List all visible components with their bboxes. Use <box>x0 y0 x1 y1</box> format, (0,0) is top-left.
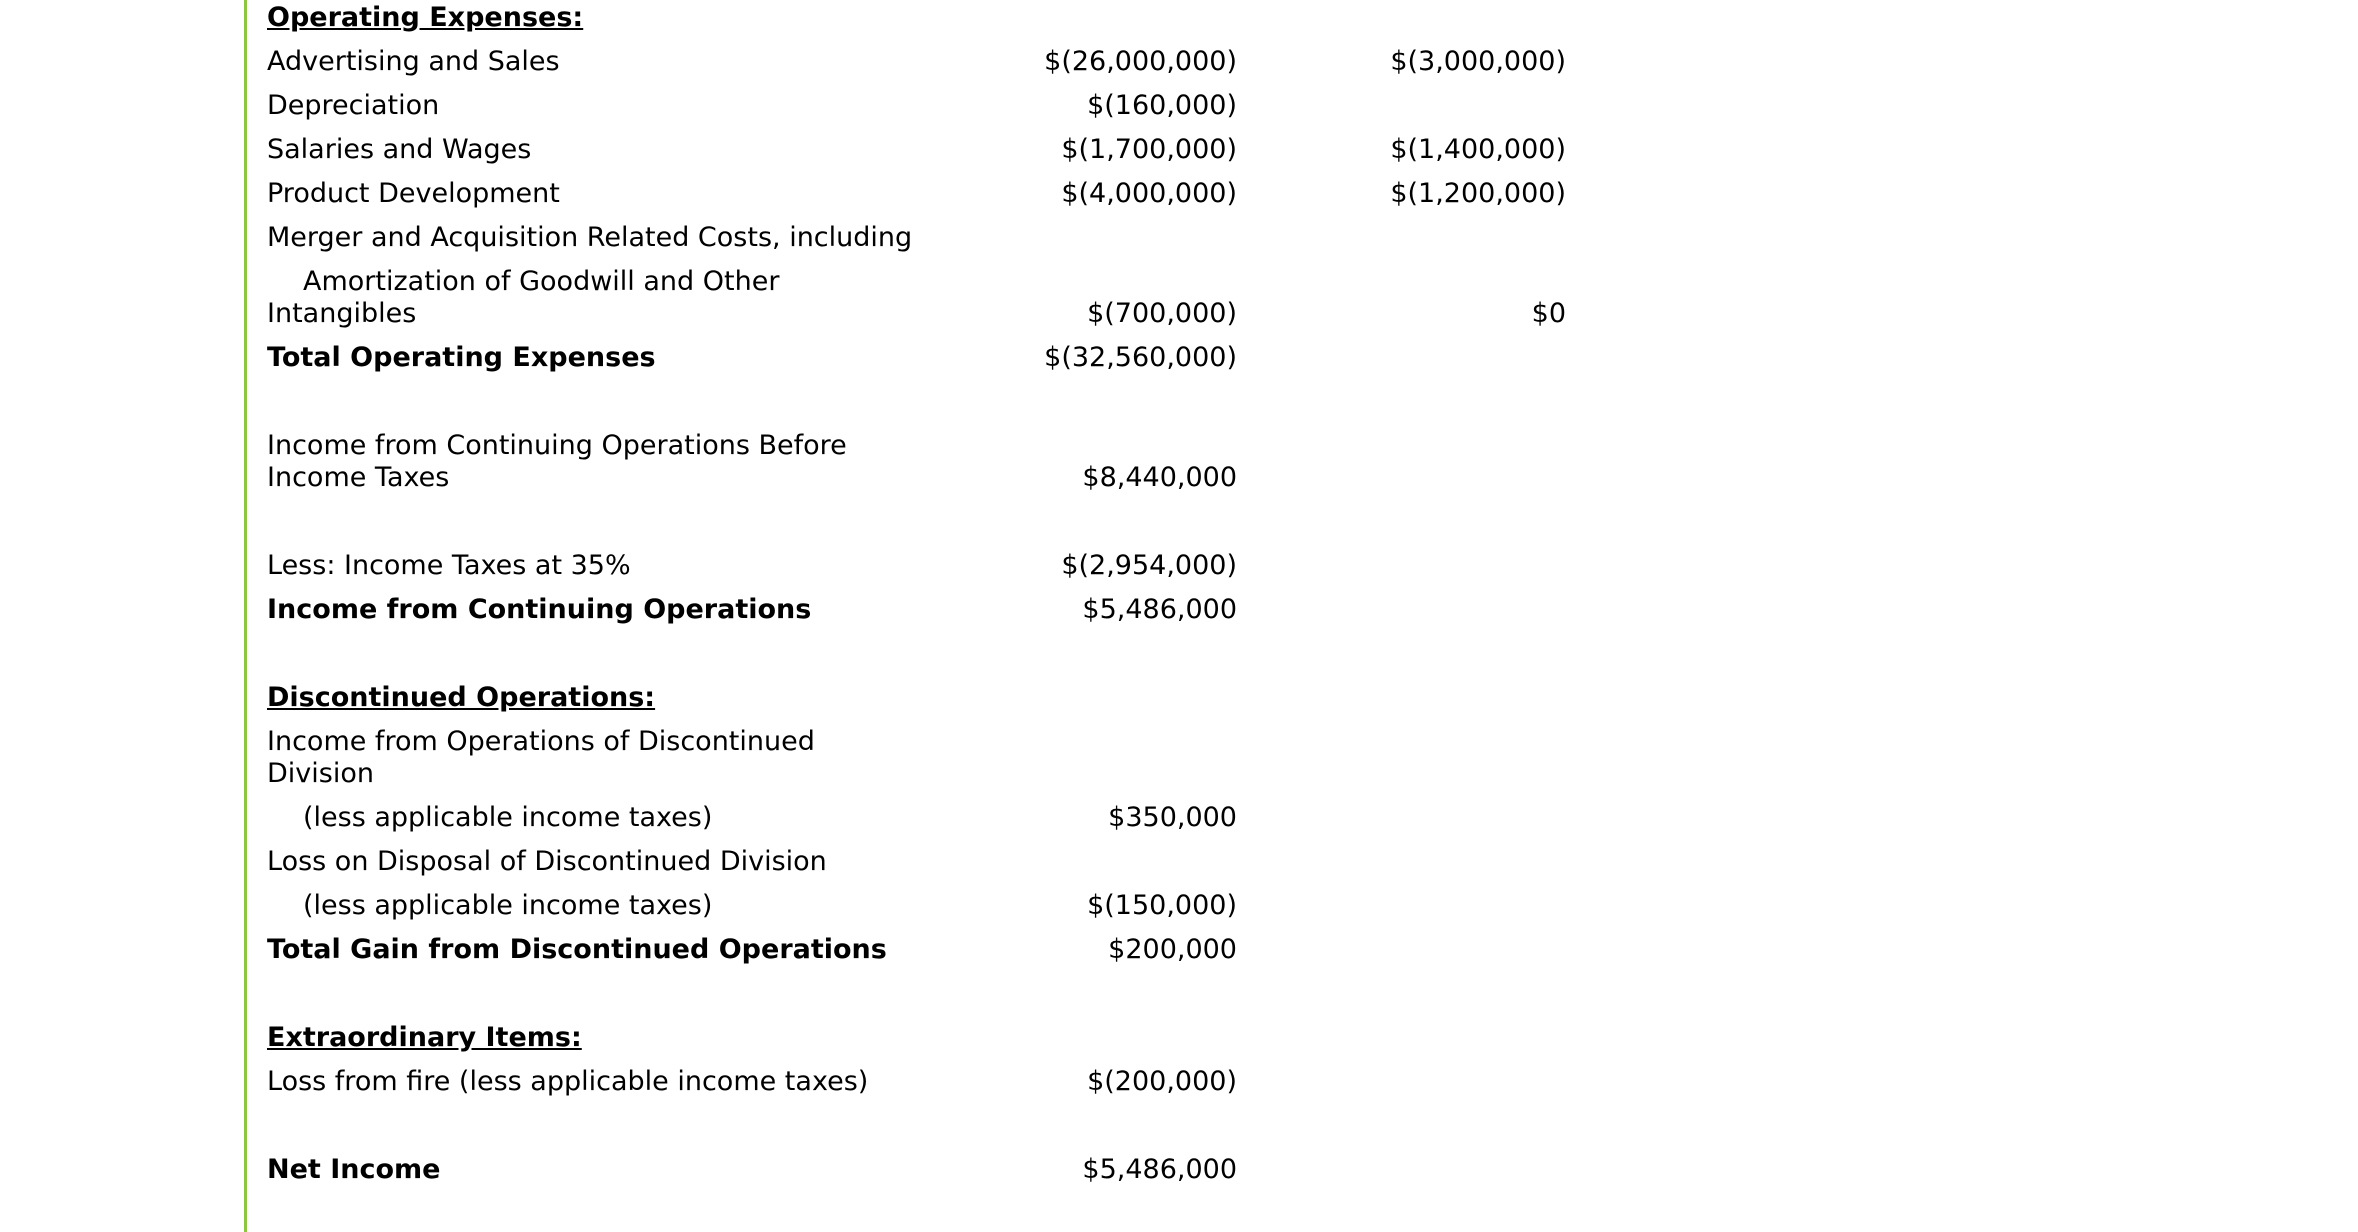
discontinued-heading: Discontinued Operations: <box>267 682 656 713</box>
salaries-value-2: $(1,400,000) <box>1390 134 1566 165</box>
merger-label-line1: Merger and Acquisition Related Costs, including <box>267 222 913 253</box>
income-taxes-label: Less: Income Taxes at 35% <box>267 550 631 581</box>
extraordinary-heading: Extraordinary Items: <box>267 1022 582 1053</box>
operating-expenses-heading: Operating Expenses: <box>267 2 584 33</box>
net-income-value: $5,486,000 <box>1082 1154 1237 1185</box>
left-border-rule <box>244 0 247 1232</box>
total-operating-expenses-value: $(32,560,000) <box>1044 342 1237 373</box>
salaries-value-1: $(1,700,000) <box>1061 134 1237 165</box>
income-before-taxes-value: $8,440,000 <box>1082 462 1237 493</box>
advertising-value-1: $(26,000,000) <box>1044 46 1237 77</box>
income-continuing-label: Income from Continuing Operations <box>267 594 812 625</box>
income-before-taxes-label-line1: Income from Continuing Operations Before <box>267 430 847 461</box>
less-taxes-2-label: (less applicable income taxes) <box>303 890 713 921</box>
merger-label-line2: Amortization of Goodwill and Other <box>303 266 780 297</box>
less-taxes-2-value: $(150,000) <box>1087 890 1237 921</box>
depreciation-label: Depreciation <box>267 90 440 121</box>
discontinued-income-label-line1: Income from Operations of Discontinued <box>267 726 815 757</box>
income-before-taxes-label-line2: Income Taxes <box>267 462 450 493</box>
net-income-label: Net Income <box>267 1154 441 1185</box>
advertising-value-2: $(3,000,000) <box>1390 46 1566 77</box>
fire-loss-label: Loss from fire (less applicable income taxes) <box>267 1066 869 1097</box>
total-discontinued-label: Total Gain from Discontinued Operations <box>267 934 887 965</box>
merger-value-2: $0 <box>1531 298 1566 329</box>
loss-disposal-label: Loss on Disposal of Discontinued Division <box>267 846 827 877</box>
discontinued-income-label-line2: Division <box>267 758 374 789</box>
salaries-label: Salaries and Wages <box>267 134 532 165</box>
income-taxes-value: $(2,954,000) <box>1061 550 1237 581</box>
product-development-value-1: $(4,000,000) <box>1061 178 1237 209</box>
income-continuing-value: $5,486,000 <box>1082 594 1237 625</box>
merger-label-line3: Intangibles <box>267 298 417 329</box>
less-taxes-1-value: $350,000 <box>1108 802 1237 833</box>
fire-loss-value: $(200,000) <box>1087 1066 1237 1097</box>
product-development-value-2: $(1,200,000) <box>1390 178 1566 209</box>
less-taxes-1-label: (less applicable income taxes) <box>303 802 713 833</box>
depreciation-value-1: $(160,000) <box>1087 90 1237 121</box>
total-operating-expenses-label: Total Operating Expenses <box>267 342 656 373</box>
advertising-label: Advertising and Sales <box>267 46 560 77</box>
product-development-label: Product Development <box>267 178 560 209</box>
merger-value-1: $(700,000) <box>1087 298 1237 329</box>
total-discontinued-value: $200,000 <box>1108 934 1237 965</box>
